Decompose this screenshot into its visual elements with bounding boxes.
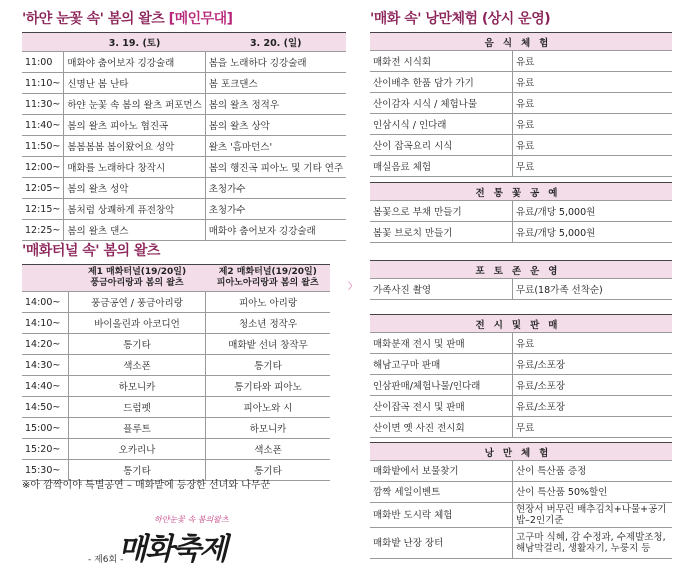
tunnel2-program-cell: 매화밭 선녀 창작무	[206, 334, 331, 355]
table-row	[22, 136, 346, 157]
experience-section-table	[370, 314, 672, 438]
activity-cell: 매화밭에서 보물찾기	[370, 461, 513, 482]
time-cell: 12:15~	[22, 199, 64, 220]
center-mark: 〉	[348, 282, 358, 292]
tunnel1-program-cell: 바이올린과 아코디언	[69, 313, 206, 334]
table-header-row	[22, 33, 346, 52]
section-header-row	[370, 261, 672, 279]
activity-cell: 깜짝 세일이벤트	[370, 482, 513, 503]
table-row	[370, 156, 672, 177]
table-row	[22, 220, 346, 241]
day1-program-cell: 봄의 왈츠 피아노 협진곡	[64, 115, 205, 136]
tunnel2-program-cell: 피아노와 시	[206, 397, 331, 418]
table-row	[370, 354, 672, 375]
day2-program-cell: 봄의 행진곡 피아노 및 기타 연주	[205, 157, 346, 178]
tunnel2-program-cell: 통기타	[206, 355, 331, 376]
tunnel2-program-cell: 통기타	[206, 460, 331, 481]
table-row	[22, 178, 346, 199]
tunnel1-program-cell: 풍금공연 / 풍금아리랑	[69, 292, 206, 313]
tunnel2-program-cell: 피아노 아리랑	[206, 292, 331, 313]
activity-cell: 해남고구마 판매	[370, 354, 513, 375]
tunnel1-title: 제1 매화터널(19/20일)	[87, 267, 187, 277]
table-row	[370, 72, 672, 93]
table-row	[370, 333, 672, 354]
fee-cell: 고구마 식혜, 감 수정과, 수제발조청, 해남막걸리, 생활자기, 누룽지 등	[513, 528, 673, 559]
time-header	[22, 265, 69, 292]
table-row	[22, 439, 330, 460]
day1-program-cell: 봄의 왈츠 댄스	[64, 220, 205, 241]
fee-cell: 유료/개당 5,000원	[513, 222, 673, 243]
table-row	[22, 376, 330, 397]
time-cell: 11:50~	[22, 136, 64, 157]
section-title: 전통꽃공예	[370, 183, 672, 201]
activity-cell: 산이잡곡 전시 및 판매	[370, 396, 513, 417]
tunnel1-program-cell: 오카리나	[69, 439, 206, 460]
activity-cell: 매화분재 전시 및 판매	[370, 333, 513, 354]
time-cell: 14:50~	[22, 397, 69, 418]
fee-cell: 유료	[513, 114, 673, 135]
day2-program-cell: 봄의 왈츠 정적우	[205, 94, 346, 115]
fee-cell: 유료/소포장	[513, 375, 673, 396]
day2-program-cell: 초청가수	[205, 199, 346, 220]
time-cell: 15:30~	[22, 460, 69, 481]
festival-logo	[88, 512, 268, 580]
time-header	[22, 33, 64, 52]
time-cell: 11:30~	[22, 94, 64, 115]
table-row	[370, 279, 672, 300]
tunnel1-subtitle: 풍금아리랑과 봄의 왈츠	[90, 278, 184, 288]
activity-cell: 매화전 시식회	[370, 51, 513, 72]
table-row	[370, 114, 672, 135]
stage-heading	[22, 8, 233, 28]
tunnel2-program-cell: 색소폰	[206, 439, 331, 460]
table-row	[370, 201, 672, 222]
table-row	[22, 52, 346, 73]
activity-cell: 매화밭 난장 장터	[370, 528, 513, 559]
table-row	[370, 93, 672, 114]
activity-cell: 산이배추 한품 담가 가기	[370, 72, 513, 93]
activity-cell: 산이감자 시식 / 체험나물	[370, 93, 513, 114]
logo-title: 매화축제	[118, 532, 226, 567]
tunnel2-title: 제2 매화터널(19/20일)	[218, 267, 317, 277]
time-cell: 15:00~	[22, 418, 69, 439]
table-row	[22, 418, 330, 439]
tunnel1-program-cell: 색소폰	[69, 355, 206, 376]
tunnel1-program-cell: 플루트	[69, 418, 206, 439]
experience-heading: '매화 속' 낭만체험 (상시 운영)	[370, 11, 551, 27]
section-header-row	[370, 33, 672, 51]
day1-program-cell: 하얀 눈꽃 속 봄의 왈츠 퍼포먼스	[64, 94, 205, 115]
activity-cell: 가족사진 촬영	[370, 279, 513, 300]
tunnel2-subtitle: 피아노아리랑과 봄의 왈츠	[216, 278, 319, 288]
fee-cell: 유료	[513, 93, 673, 114]
table-row	[370, 375, 672, 396]
time-cell: 12:00~	[22, 157, 64, 178]
experience-section-table	[370, 182, 672, 243]
day1-program-cell: 봄처럼 상쾌하게 퓨전창악	[64, 199, 205, 220]
activity-cell: 인삼시식 / 인다래	[370, 114, 513, 135]
section-title: 전시및판매	[370, 315, 672, 333]
table-row	[370, 51, 672, 72]
table-row	[22, 199, 346, 220]
table-row	[370, 396, 672, 417]
table-row	[22, 334, 330, 355]
activity-cell: 산이 잡곡요리 시식	[370, 135, 513, 156]
fee-cell: 유료	[513, 72, 673, 93]
table-row	[22, 115, 346, 136]
day2-program-cell: 왈츠 '흠마던스'	[205, 136, 346, 157]
table-header-row	[22, 265, 330, 292]
fee-cell: 무료	[513, 156, 673, 177]
tunnel1-header	[69, 265, 206, 292]
tunnel2-program-cell: 하모니카	[206, 418, 331, 439]
time-cell: 12:25~	[22, 220, 64, 241]
table-row	[22, 313, 330, 334]
fee-cell: 무료(18가족 선착순)	[513, 279, 673, 300]
stage-heading-bracket: [메인무대]	[168, 11, 233, 27]
time-cell: 14:00~	[22, 292, 69, 313]
day1-program-cell: 신명난 봄 난타	[64, 73, 205, 94]
tunnel-heading: '매화터널 속' 봄의 왈츠	[22, 243, 160, 259]
table-row	[22, 397, 330, 418]
stage-schedule-table	[22, 32, 346, 241]
day1-program-cell: 봄봄봄봄 봄이왔어요 성악	[64, 136, 205, 157]
activity-cell: 인삼판매/체험나물/인다래	[370, 375, 513, 396]
activity-cell: 산이면 옛 사진 전시회	[370, 417, 513, 438]
time-cell: 14:10~	[22, 313, 69, 334]
table-row	[22, 157, 346, 178]
fee-cell: 유료/소포장	[513, 396, 673, 417]
time-cell: 12:05~	[22, 178, 64, 199]
tunnel1-program-cell: 통기타	[69, 460, 206, 481]
day2-header: 3. 20. (일)	[205, 33, 346, 52]
table-row	[370, 461, 672, 482]
time-cell: 11:00	[22, 52, 64, 73]
table-row	[22, 94, 346, 115]
tunnel2-program-cell: 통기타와 피아노	[206, 376, 331, 397]
section-header-row	[370, 443, 672, 461]
fee-cell: 산이 특산품 50%할인	[513, 482, 673, 503]
time-cell: 14:20~	[22, 334, 69, 355]
fee-cell: 유료	[513, 51, 673, 72]
table-row	[370, 503, 672, 528]
experience-section-table	[370, 442, 672, 559]
fee-cell: 산이 특산품 증정	[513, 461, 673, 482]
day1-header: 3. 19. (토)	[64, 33, 205, 52]
activity-cell: 매화반 도시락 체험	[370, 503, 513, 528]
experience-section-table	[370, 32, 672, 177]
table-row	[22, 292, 330, 313]
fee-cell: 유료/개당 5,000원	[513, 201, 673, 222]
activity-cell: 매실음료 체험	[370, 156, 513, 177]
experience-section-table	[370, 260, 672, 300]
table-row	[22, 73, 346, 94]
fee-cell: 유료	[513, 333, 673, 354]
table-row	[370, 135, 672, 156]
day2-program-cell: 봄을 노래하다 깅강술래	[205, 52, 346, 73]
section-title: 음식체험	[370, 33, 672, 51]
time-cell: 14:40~	[22, 376, 69, 397]
table-row	[370, 222, 672, 243]
fee-cell: 유료	[513, 135, 673, 156]
time-cell: 15:20~	[22, 439, 69, 460]
section-header-row	[370, 315, 672, 333]
stage-heading-main: '하얀 눈꽃 속' 봄의 왈츠	[22, 11, 169, 27]
day2-program-cell: 초청가수	[205, 178, 346, 199]
tunnel1-program-cell: 하모니카	[69, 376, 206, 397]
tunnel1-program-cell: 통기타	[69, 334, 206, 355]
day2-program-cell: 봄 포크댄스	[205, 73, 346, 94]
special-show-note: ※아 깜짝이야 특별공연 – 매화밭에 등장한 선녀와 나무꾼	[22, 480, 271, 491]
fee-cell: 현장서 버무린 배추김치+나물+공기밥–2인기준	[513, 503, 673, 528]
section-title: 포토존운영	[370, 261, 672, 279]
time-cell: 11:40~	[22, 115, 64, 136]
activity-cell: 봄꽃으로 부채 만들기	[370, 201, 513, 222]
fee-cell: 무료	[513, 417, 673, 438]
fee-cell: 유료/소포장	[513, 354, 673, 375]
table-row	[370, 482, 672, 503]
logo-edition: - 제6회 -	[88, 555, 124, 565]
section-header-row	[370, 183, 672, 201]
tunnel-schedule-table	[22, 264, 330, 481]
table-row	[22, 355, 330, 376]
logo-slogan: 하얀눈꽃 속 봄의왈츠	[154, 515, 229, 524]
time-cell: 14:30~	[22, 355, 69, 376]
section-title: 낭만체험	[370, 443, 672, 461]
tunnel2-header	[206, 265, 331, 292]
table-row	[370, 417, 672, 438]
day1-program-cell: 매화를 노래하다 창작시	[64, 157, 205, 178]
day1-program-cell: 매화야 춤어보자 깅강술래	[64, 52, 205, 73]
tunnel2-program-cell: 청소년 정작우	[206, 313, 331, 334]
time-cell: 11:10~	[22, 73, 64, 94]
table-row	[370, 528, 672, 559]
day2-program-cell: 매화야 춤어보자 깅강술래	[205, 220, 346, 241]
day1-program-cell: 봄의 왈츠 성악	[64, 178, 205, 199]
activity-cell: 봄꽃 브로치 만들기	[370, 222, 513, 243]
day2-program-cell: 봄의 왈츠 상악	[205, 115, 346, 136]
tunnel1-program-cell: 드럼펫	[69, 397, 206, 418]
